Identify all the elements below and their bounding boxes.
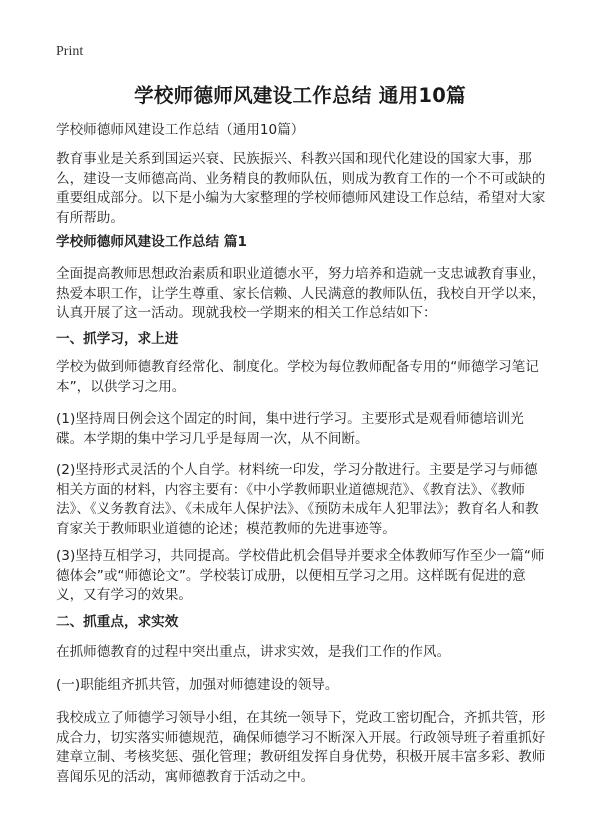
- paragraph-7: (一)职能组齐抓共管，加强对师德建设的领导。: [56, 677, 339, 693]
- paragraph-4: (2)坚持形式灵活的个人自学。材料统一印发，学习分散进行。主要是学习与师德相关方面的材料，内容主要有：《中小学教师职业道德规范》、《教育法》、《教师法》、《义务教育法》、《未成年人保护法》、《预防未成年人犯罪法》；教育名人和教育家关于教师职业道德的论述；模范教师的先进事迹等。: [56, 462, 539, 537]
- paragraph-5: (3)坚持互相学习，共同提高。学校借此机会倡导并要求全体教师写作至少一篇“师德体会”或“师德论文”。学校装订成册，以便相互学习之用。这样既有促进的意义，又有学习的效果。: [56, 548, 545, 603]
- page-title: 学校师德师风建设工作总结 通用10篇: [134, 84, 466, 107]
- print-label[interactable]: Print: [56, 44, 84, 59]
- paragraph-6: 在抓师德教育的过程中突出重点，讲求实效，是我们工作的作风。: [56, 644, 451, 660]
- paragraph-1: 全面提高教师思想政治素质和职业道德水平，努力培养和造就一支忠诚教育事业，热爱本职工作，让学生尊重、家长信赖、人民满意的教师队伍，我校自开学以来，认真开展了这一活动。现就我校一学期来的相关工作总结如下：: [56, 266, 546, 321]
- paragraph-8: 我校成立了师德学习领导小组，在其统一领导下，党政工密切配合，齐抓共管，形成合力，切实落实师德规范，确保师德学习不断深入开展。行政领导班子着重抓好建章立制、考核奖惩、强化管理；教研组发挥自身优势，积极开展丰富多彩、教师喜闻乐见的活动，寓师德教育于活动之中。: [56, 710, 546, 785]
- heading-study: 一、抓学习，求上进: [56, 331, 179, 347]
- document-subtitle: 学校师德师风建设工作总结（通用10篇）: [56, 122, 305, 138]
- paragraph-3: (1)坚持周日例会这个固定的时间，集中进行学习。主要形式是观看师德培训光碟。本学期的集中学习几乎是每周一次，从不间断。: [56, 411, 524, 447]
- section-heading: 学校师德师风建设工作总结 篇1: [56, 234, 247, 250]
- heading-focus: 二、抓重点，求实效: [56, 614, 179, 630]
- paragraph-2: 学校为做到师德教育经常化、制度化。学校为每位教师配备专用的“师德学习笔记本”，以供学习之用。: [56, 359, 539, 395]
- intro-paragraph: 教育事业是关系到国运兴衰、民族振兴、科教兴国和现代化建设的国家大事，那么，建设一支师德高尚、业务精良的教师队伍，则成为教育工作的一个不可或缺的重要组成部分。以下是小编为大家整理的学校师德师风建设工作总结，希望对大家有所帮助。: [56, 151, 546, 226]
